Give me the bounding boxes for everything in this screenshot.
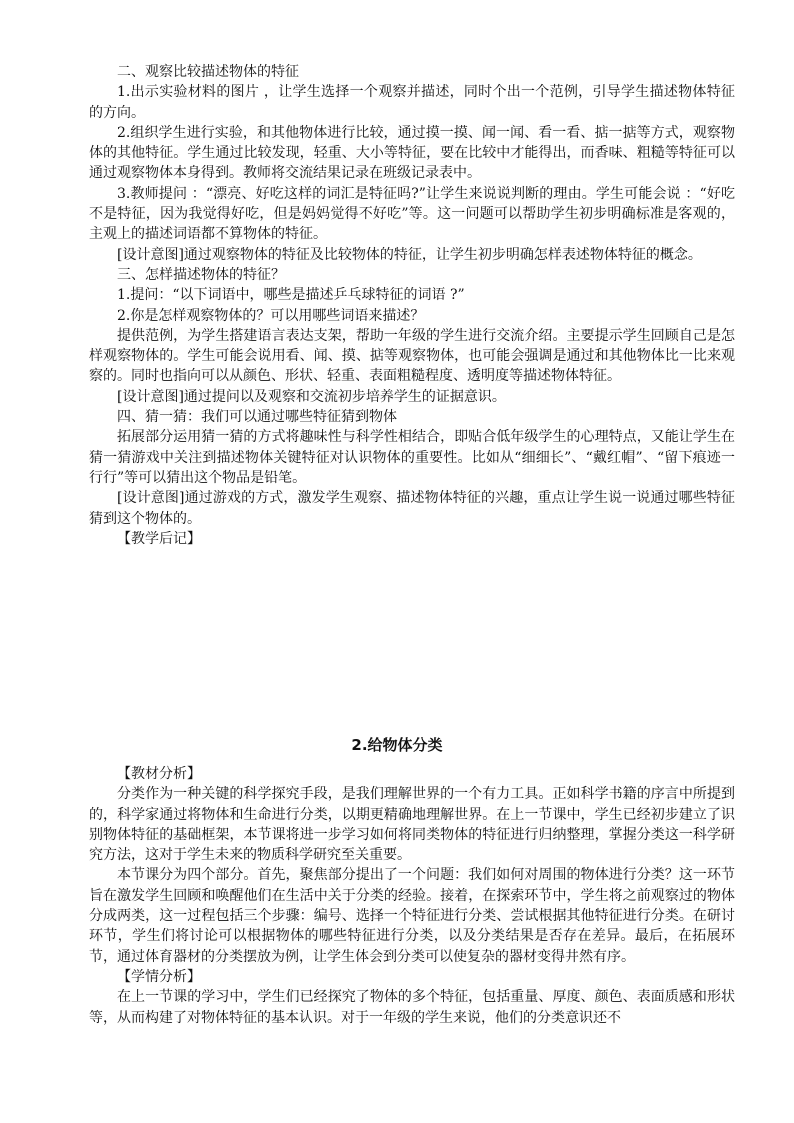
design-intent-paragraph: [设计意图]通过游戏的方式，激发学生观察、描述物体特征的兴趣，重点让学生说一说通过哪些特征猜到这个物体的。 — [89, 490, 735, 527]
design-intent-paragraph: [设计意图]通过提问以及观察和交流初步培养学生的证据意识。 — [117, 388, 506, 405]
heading-guess-game: 四、猜一猜：我们可以通过哪些特征猜到物体 — [117, 409, 397, 426]
student-analysis-paragraph: 在上一节课的学习中，学生们已经探究了物体的多个特征，包括重量、厚度、颜色、表面质感和形状等，从而构建了对物体特征的基本认识。对于一年级的学生来说，他们的分类意识还不 — [89, 989, 735, 1026]
heading-describe-features: 三、怎样描述物体的特征？ — [117, 266, 285, 283]
teaching-notes-label: 【教学后记】 — [117, 530, 201, 547]
step-2-paragraph: 2.组织学生进行实验，和其他物体进行比较，通过摸一摸、闻一闻、看一看、掂一掂等方式，观察物体的其他特征。学生通过比较发现，轻重、大小等特征，要在比较中才能得出，而香味、粗糙等特征可以通过观察物体本身得到。教师将交流结果记录在班级记录表中。 — [89, 124, 735, 182]
lesson-analysis-section — [89, 764, 735, 1028]
lesson-steps-section — [89, 62, 735, 549]
student-analysis-label: 【学情分析】 — [117, 968, 201, 985]
lesson-title: 2.给物体分类 — [351, 736, 443, 754]
question-1-paragraph: 1.提问：“以下词语中，哪些是描述乒乓球特征的词语 ?” — [117, 287, 465, 304]
question-2-paragraph: 2.你是怎样观察物体的？可以用哪些词语来描述？ — [117, 307, 425, 324]
extension-paragraph: 拓展部分运用猜一猜的方式将趣味性与科学性相结合，即贴合低年级学生的心理特点，又能让学生在猜一猜游戏中关注到描述物体关键特征对认识物体的重要性。比如从“细细长”、“戴红帽”、“留下痕迹一行行”等可以猜出这个物品是铅笔。 — [89, 429, 735, 486]
step-3-paragraph: 3.教师提问 ：“漂亮、好吃这样的词汇是特征吗?”让学生来说说判断的理由。学生可能会说 ：“好吃不是特征，因为我觉得好吃，但是妈妈觉得不好吃”等。这一问题可以帮助学生初步明确标准是客观的，主观上的描述词语都不算物体的特征。 — [89, 185, 735, 243]
textbook-analysis-label: 【教材分析】 — [117, 766, 201, 782]
heading-observe-compare: 二、观察比较描述物体的特征 — [117, 64, 299, 80]
step-1-paragraph: 1.出示实验材料的图片 ，让学生选择一个观察并描述，同时个出一个范例，引导学生描述物体特征的方向。 — [89, 84, 735, 121]
textbook-analysis-paragraph-2: 本节课分为四个部分。首先，聚焦部分提出了一个问题：我们如何对周围的物体进行分类？这一环节旨在激发学生回顾和唤醒他们在生活中关于分类的经验。接着，在探索环节中，学生将之前观察过的物体分成两类，这一过程包括三个步骤：编号、选择一个特征进行分类、尝试根据其他特征进行分类。在研讨环节，学生们将讨论可以根据物体的哪些特征进行分类，以及分类结果是否存在差异。最后，在拓展环节，通过体育器材的分类摆放为例，让学生体会到分类可以使复杂的器材变得井然有序。 — [89, 867, 735, 965]
example-paragraph: 提供范例，为学生搭建语言表达支架，帮助一年级的学生进行交流介绍。主要提示学生回顾自己是怎样观察物体的。学生可能会说用看、闻、摸、掂等观察物体，也可能会强调是通过和其他物体比一比来观察的。同时也指向可以从颜色、形状、轻重、表面粗糙程度、透明度等描述物体特征。 — [89, 327, 735, 385]
textbook-analysis-paragraph-1: 分类作为一种关键的科学探究手段，是我们理解世界的一个有力工具。正如科学书籍的序言中所提到的，科学家通过将物体和生命进行分类，以期更精确地理解世界。在上一节课中，学生已经初步建立了识别物体特征的基础框架，本节课将进一步学习如何将同类物体的特征进行归纳整理，掌握分类这一科学研究方法，这对于学生未来的物质科学研究至关重要。 — [89, 786, 735, 864]
design-intent-paragraph: [设计意图]通过观察物体的特征及比较物体的特征，让学生初步明确怎样表述物体特征的概念。 — [117, 246, 702, 263]
